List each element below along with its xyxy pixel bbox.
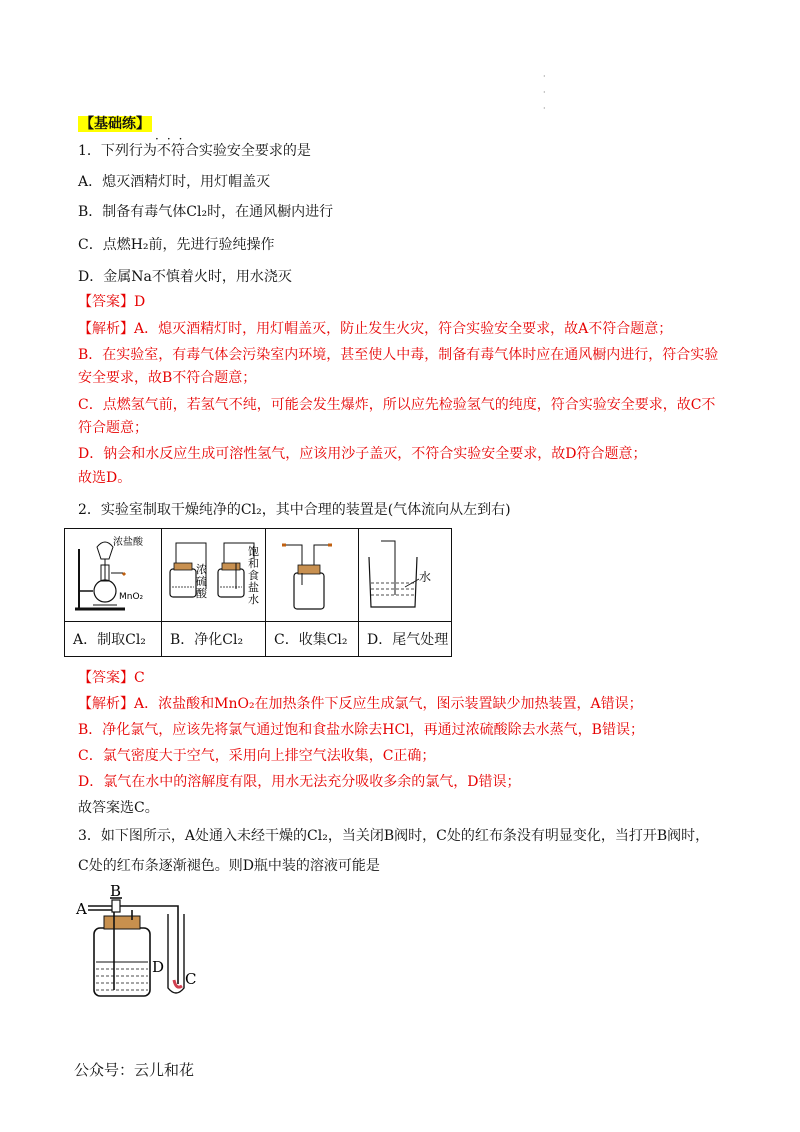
q1-option-a: A．熄灭酒精灯时，用灯帽盖灭 bbox=[78, 174, 271, 190]
q1-analysis-line: B．在实验室，有毒气体会污染室内环境，甚至使人中毒，制备有毒气体时应在通风橱内进行，符合实验 bbox=[78, 347, 719, 363]
footer-account: 公众号：云儿和花 bbox=[74, 1061, 195, 1079]
margin-mark: · bbox=[543, 72, 546, 81]
q2-analysis-line: B．净化氯气，应该先将氯气通过饱和食盐水除去HCl，再通过浓硫酸除去水蒸气，B错误； bbox=[78, 722, 644, 738]
q3-stem-line: C处的红布条逐渐褪色。则D瓶中装的溶液可能是 bbox=[78, 858, 380, 874]
q2-analysis-line: C．氯气密度大于空气，采用向上排空气法收集，C正确； bbox=[78, 748, 436, 764]
label-mno2: MnO₂ bbox=[119, 592, 144, 602]
q2-answer: 【答案】C bbox=[78, 670, 145, 686]
margin-mark: · bbox=[543, 88, 546, 97]
collection-bottle-figure bbox=[266, 529, 358, 617]
q1-analysis-line: D．钠会和水反应生成可溶性氢气，应该用沙子盖灭，不符合实验安全要求，故D符合题意； bbox=[78, 446, 647, 462]
q1-option-c: C．点燃H₂前，先进行验纯操作 bbox=[78, 237, 275, 253]
label-h2so4: 硫 bbox=[196, 575, 207, 588]
q1-answer: 【答案】D bbox=[78, 294, 146, 310]
q2-analysis-line: 【解析】A．浓盐酸和MnO₂在加热条件下反应生成氯气，图示装置缺少加热装置，A错误； bbox=[78, 696, 643, 712]
label-brine: 水 bbox=[248, 593, 259, 606]
q1-option-d: D．金属Na不慎着火时，用水浇灭 bbox=[78, 269, 292, 285]
section-tag: 【基础练】 bbox=[80, 116, 150, 132]
label-b: B bbox=[110, 884, 122, 900]
label-acid: 浓盐酸 bbox=[113, 537, 143, 548]
label-brine: 饱 bbox=[248, 545, 259, 558]
figure-cell-a bbox=[65, 529, 162, 622]
apparatus-table bbox=[64, 528, 452, 657]
wash-bottles-figure bbox=[162, 529, 265, 617]
q2-stem: 2．实验室制取干燥纯净的Cl₂，其中合理的装置是(气体流向从左到右) bbox=[78, 502, 511, 518]
q1-analysis-line: 【解析】A．熄灭酒精灯时，用灯帽盖灭，防止发生火灾，符合实验安全要求，故A不符合题意； bbox=[78, 321, 673, 337]
label-d: D bbox=[152, 958, 165, 976]
label-water: 水 bbox=[419, 570, 432, 584]
label-a: A bbox=[76, 900, 87, 918]
q1-analysis-line: 安全要求，故B不符合题意； bbox=[78, 370, 257, 386]
caption-c: C．收集Cl₂ bbox=[266, 622, 359, 657]
caption-a: A．制取Cl₂ bbox=[65, 622, 162, 657]
label-brine: 盐 bbox=[248, 581, 259, 594]
q1-analysis-line: C．点燃氢气前，若氢气不纯，可能会发生爆炸，所以应先检验氢气的纯度，符合实验安全要求，故C不 bbox=[78, 397, 716, 413]
emphasis-dots: ··· bbox=[155, 132, 191, 146]
q2-conclusion: 故答案选C。 bbox=[78, 800, 159, 816]
q3-apparatus-figure bbox=[70, 884, 210, 1004]
q1-analysis-line: 故选D。 bbox=[78, 470, 132, 486]
label-brine: 和 bbox=[248, 557, 259, 570]
label-h2so4: 酸 bbox=[196, 587, 207, 600]
q3-stem-line: 3．如下图所示，A处通入未经干燥的Cl₂，当关闭B阀时，C处的红布条没有明显变化，当打开B阀时， bbox=[78, 828, 710, 844]
label-c: C bbox=[185, 970, 197, 988]
figure-cell-d bbox=[359, 529, 452, 622]
figure-cell-c bbox=[266, 529, 359, 622]
margin-mark: · bbox=[543, 104, 546, 113]
label-h2so4: 浓 bbox=[196, 563, 207, 576]
caption-d: D．尾气处理 bbox=[359, 622, 452, 657]
caption-b: B．净化Cl₂ bbox=[162, 622, 266, 657]
q2-analysis-line: D．氯气在水中的溶解度有限，用水无法充分吸收多余的氯气，D错误； bbox=[78, 774, 521, 790]
q1-option-b: B．制备有毒气体Cl₂时，在通风橱内进行 bbox=[78, 204, 334, 220]
generator-apparatus-figure bbox=[65, 529, 161, 617]
figure-cell-b bbox=[162, 529, 266, 622]
q1-analysis-line: 符合题意； bbox=[78, 420, 148, 436]
label-brine: 食 bbox=[248, 569, 259, 582]
beaker-figure bbox=[359, 529, 451, 617]
q1-stem: 1．下列行为不符合实验安全要求的是 bbox=[78, 143, 311, 159]
